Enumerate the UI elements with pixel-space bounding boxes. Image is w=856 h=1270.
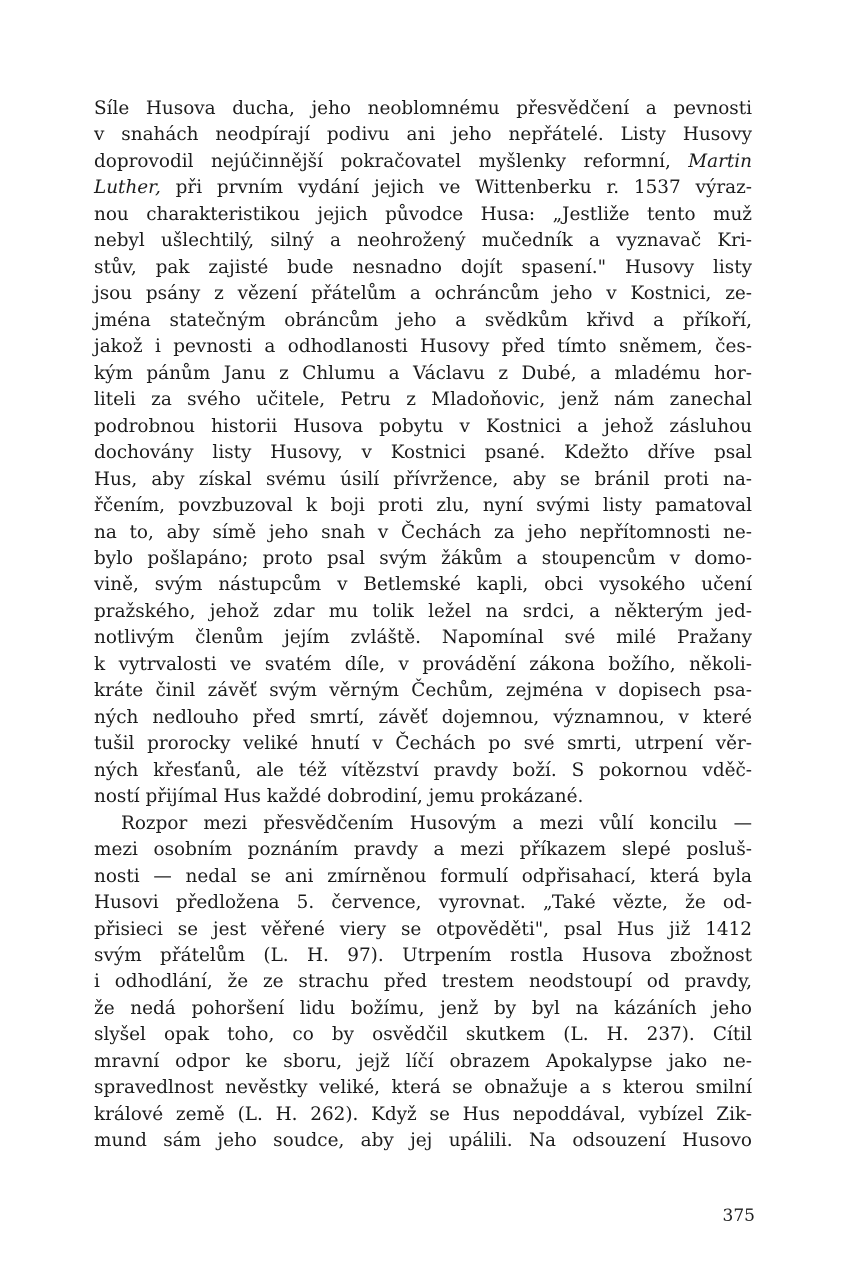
text-line: stův, pak zajisté bude nesnadno dojít spasení." Husovy listy	[94, 256, 752, 278]
text-line: jména statečným obráncům jeho a svědkům křivd a příkoří,	[94, 309, 752, 331]
text-line: Luther, při prvním vydání jejich ve Wittenberku r. 1537 výraz-	[94, 177, 752, 199]
text-line: ných nedlouho před smrtí, závěť dojemnou, významnou, v které	[94, 706, 752, 728]
text-line: bylo pošlapáno; proto psal svým žákům a stoupencům v domo-	[94, 547, 752, 569]
text-line: slyšel opak toho, co by osvědčil skutkem (L. H. 237). Cítil	[94, 1024, 752, 1046]
text-line: kráte činil závěť svým věrným Čechům, zejména v dopisech psa-	[94, 680, 752, 702]
text-line: jakož i pevnosti a odhodlanosti Husovy před tímto sněmem, čes-	[94, 336, 752, 358]
text-line: k vytrvalosti ve svatém díle, v provádění zákona božího, několi-	[94, 653, 752, 675]
text-line: nosti — nedal se ani zmírněnou formulí odpřisahací, která byla	[94, 865, 752, 887]
text-line: v snahách neodpírají podivu ani jeho nepřátelé. Listy Husovy	[94, 124, 752, 146]
text-line: spravedlnost nevěstky veliké, která se obnažuje a s kterou smilní	[94, 1077, 752, 1099]
page-number: 375	[722, 1206, 755, 1226]
text-line: ností přijímal Hus každé dobrodiní, jemu prokázané.	[94, 786, 584, 808]
text-line: Rozpor mezi přesvědčením Husovým a mezi vůlí koncilu —	[121, 812, 752, 834]
text-line: Hus, aby získal svému úsilí přívržence, aby se bránil proti na-	[94, 468, 752, 490]
text-line: králové země (L. H. 262). Když se Hus nepoddával, vybízel Zik-	[94, 1103, 752, 1125]
text-line: vině, svým nástupcům v Betlemské kapli, obci vysokého učení	[94, 574, 752, 596]
text-line: Síle Husova ducha, jeho neoblomnému přesvědčení a pevnosti	[94, 98, 752, 119]
text-line: pražského, jehož zdar mu tolik ležel na srdci, a některým jed-	[94, 600, 752, 622]
text-line: kým pánům Janu z Chlumu a Václavu z Dubé, a mladému hor-	[94, 362, 752, 384]
text-line: mravní odpor ke sboru, jejž líčí obrazem Apokalypse jako ne-	[94, 1050, 752, 1072]
text-line: nebyl ušlechtilý, silný a neohrožený mučedník a vyznavač Kri-	[94, 230, 752, 252]
italic-name: Luther,	[94, 177, 161, 199]
text-line: notlivým členům jejím zvláště. Napomínal své milé Pražany	[94, 627, 752, 649]
body-text	[94, 96, 752, 1155]
text-line: doprovodil nejúčinnější pokračovatel myšlenky reformní, Martin	[94, 150, 752, 172]
paragraph	[94, 811, 752, 1155]
italic-name: Martin	[688, 150, 752, 172]
text-line: podrobnou historii Husova pobytu v Kostnici a jehož zásluhou	[94, 415, 752, 437]
text-line: liteli za svého učitele, Petru z Mladoňovic, jenž nám zanechal	[94, 389, 752, 411]
text-line: přisieci se jest věřené viery se otpověděti", psal Hus již 1412	[94, 918, 752, 940]
text-line: ných křesťanů, ale též vítězství pravdy boží. S pokornou vděč-	[94, 759, 752, 781]
text-line: nou charakteristikou jejich původce Husa: „Jestliže tento muž	[94, 203, 752, 225]
paragraph	[94, 96, 752, 811]
text-line: dochovány listy Husovy, v Kostnici psané. Kdežto dříve psal	[94, 442, 752, 464]
text-line: že nedá pohoršení lidu božímu, jenž by byl na kázáních jeho	[94, 997, 752, 1019]
text-line: svým přátelům (L. H. 97). Utrpením rostla Husova zbožnost	[94, 945, 752, 966]
text-line: mezi osobním poznáním pravdy a mezi příkazem slepé posluš-	[94, 839, 752, 861]
text-line: jsou psány z vězení přátelům a ochráncům jeho v Kostnici, ze-	[94, 283, 752, 305]
text-line: i odhodlání, že ze strachu před trestem neodstoupí od pravdy,	[94, 971, 752, 993]
text-line: mund sám jeho soudce, aby jej upálili. Na odsouzení Husovo	[94, 1130, 752, 1152]
text-line: Husovi předložena 5. července, vyrovnat. „Také vězte, že od-	[94, 892, 752, 914]
text-line: na to, aby símě jeho snah v Čechách za jeho nepřítomnosti ne-	[94, 521, 752, 543]
text-line: řčením, povzbuzoval k boji proti zlu, nyní svými listy pamatoval	[94, 495, 752, 517]
text-line: tušil prorocky veliké hnutí v Čechách po své smrti, utrpení věr-	[94, 733, 752, 755]
